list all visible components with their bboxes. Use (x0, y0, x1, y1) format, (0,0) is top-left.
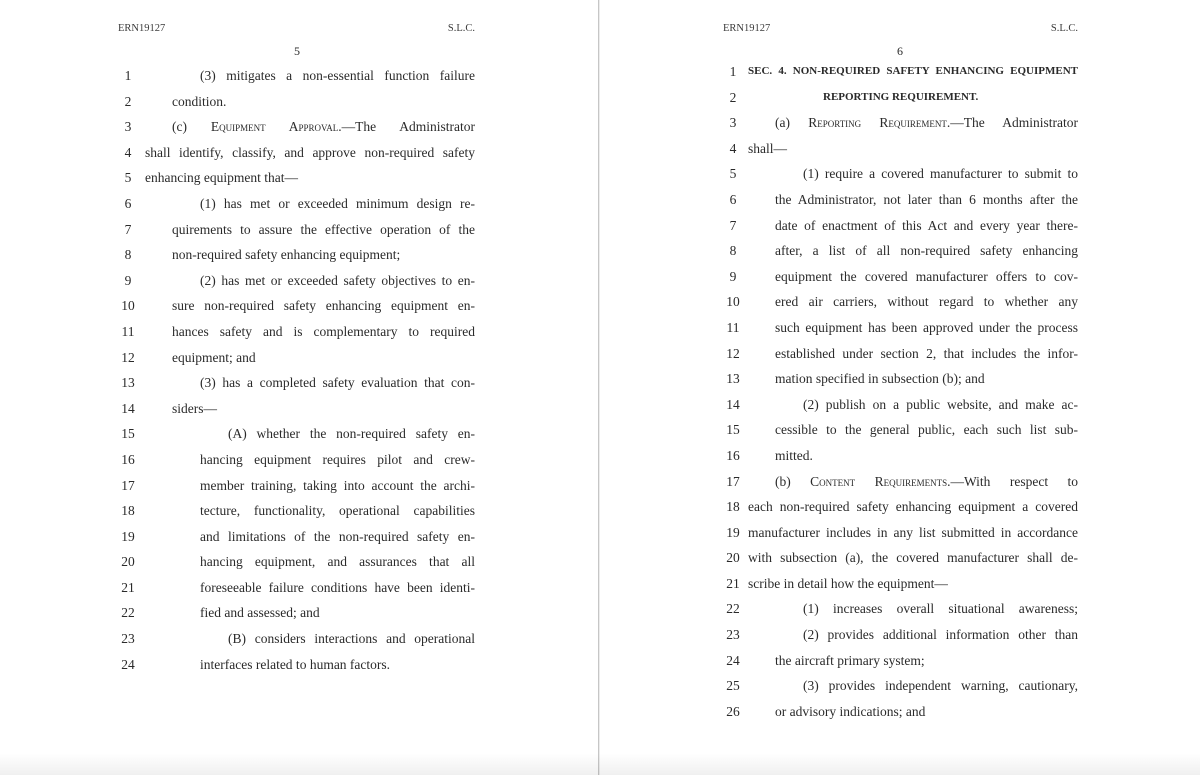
line-text: fied and assessed; and (200, 605, 320, 621)
bill-line (0, 191, 598, 217)
line-number: 4 (729, 140, 737, 156)
bill-line (0, 498, 598, 524)
line-number: 1 (729, 64, 737, 79)
line-number: 22 (121, 605, 135, 621)
line-text: member training, taking into account the archi- (200, 477, 475, 493)
bill-line (0, 114, 598, 140)
line-text: (1) increases overall situational awareness; (803, 601, 1078, 617)
bill-line (600, 545, 1200, 571)
line-number: 13 (121, 375, 135, 391)
line-number: 8 (729, 243, 737, 259)
bill-line (600, 85, 1200, 111)
line-text: sure non-required safety enhancing equipment en- (172, 298, 475, 314)
line-number: 7 (729, 217, 737, 233)
line-text (775, 110, 1078, 136)
line-text: ered air carriers, without regard to whether any (775, 294, 1078, 310)
line-text: interfaces related to human factors. (200, 656, 391, 672)
line-text: scribe in detail how the equipment— (748, 575, 948, 591)
line-number: 18 (726, 499, 740, 515)
line-text: equipment; and (172, 349, 256, 365)
line-number: 12 (726, 345, 740, 361)
line-number: 8 (124, 247, 132, 263)
line-text: such equipment has been approved under the process (775, 319, 1078, 335)
bill-line (600, 289, 1200, 315)
bill-line (600, 673, 1200, 699)
line-number: 16 (726, 447, 740, 463)
bill-line (0, 626, 598, 652)
page-number: 5 (294, 44, 300, 58)
line-text-continuation: .—With respect to (947, 473, 1078, 489)
line-text: and limitations of the non-required safety en- (200, 528, 475, 544)
bill-line (0, 268, 598, 294)
bill-line (600, 571, 1200, 597)
line-number: 1 (124, 68, 132, 83)
line-text (172, 114, 475, 140)
bill-line (600, 443, 1200, 469)
bill-line (0, 217, 598, 243)
line-text: (B) considers interactions and operational (228, 631, 475, 647)
line-text: established under section 2, that includes the infor- (775, 345, 1078, 361)
line-number: 20 (121, 554, 135, 570)
line-number: 12 (121, 349, 135, 365)
line-text: shall identify, classify, and approve non-required safety (145, 144, 475, 160)
bill-line (0, 396, 598, 422)
line-number: 19 (726, 524, 740, 540)
line-number: 11 (726, 319, 740, 335)
bill-line (600, 341, 1200, 367)
line-number: 9 (124, 272, 132, 288)
bill-line (600, 213, 1200, 239)
line-text: enhancing equipment that— (145, 170, 298, 186)
line-text: (A) whether the non-required safety en- (228, 426, 475, 442)
document-id: ERN19127 (118, 23, 166, 34)
line-text: shall— (748, 140, 787, 156)
bill-line (600, 136, 1200, 162)
line-number: 15 (726, 422, 740, 438)
subsection-designation: (c) (172, 119, 211, 135)
line-text: with subsection (a), the covered manufacturer shall de- (748, 550, 1078, 566)
bill-line (0, 89, 598, 115)
line-number: 11 (121, 323, 135, 339)
line-number: 9 (729, 268, 737, 284)
line-number: 7 (124, 221, 132, 237)
line-list (0, 63, 598, 677)
bill-line (600, 392, 1200, 418)
bill-line (0, 319, 598, 345)
line-number: 13 (726, 371, 740, 387)
bill-line (600, 366, 1200, 392)
line-text: (2) provides additional information other than (803, 627, 1078, 643)
line-number: 17 (121, 477, 135, 493)
line-text: quirements to assure the effective operation of the (172, 221, 475, 237)
bill-line (600, 110, 1200, 136)
bill-line (0, 575, 598, 601)
line-number: 2 (729, 89, 737, 105)
document-id: ERN19127 (723, 23, 771, 34)
line-number: 15 (121, 426, 135, 442)
bill-line (600, 59, 1200, 85)
bill-line (0, 652, 598, 678)
bill-line (600, 520, 1200, 546)
line-text (775, 469, 1078, 495)
line-number: 3 (729, 115, 737, 131)
line-text: (1) require a covered manufacturer to submit to (803, 166, 1078, 182)
right-page (600, 0, 1200, 775)
bill-line (0, 242, 598, 268)
line-text-continuation: .—The Administrator (946, 115, 1079, 131)
line-text-continuation: .—The Administrator (338, 119, 476, 135)
line-text: siders— (172, 400, 217, 416)
line-number: 2 (124, 93, 132, 109)
line-number: 23 (726, 627, 740, 643)
line-text: tecture, functionality, operational capabilities (200, 503, 475, 519)
bill-line (600, 187, 1200, 213)
bill-line (600, 469, 1200, 495)
line-number: 21 (121, 579, 135, 595)
line-number: 6 (124, 195, 132, 211)
bill-line (600, 417, 1200, 443)
line-text: manufacturer includes in any list submitted in accordance (748, 524, 1078, 540)
bill-line (0, 140, 598, 166)
line-text: hancing equipment requires pilot and crew- (200, 451, 475, 467)
section-heading-continuation: REPORTING REQUIREMENT. (823, 90, 979, 103)
bill-line (600, 648, 1200, 674)
line-text: the aircraft primary system; (775, 652, 925, 668)
line-text: (2) publish on a public website, and make ac- (803, 396, 1078, 412)
line-text: or advisory indications; and (775, 703, 926, 719)
left-page (0, 0, 598, 775)
line-number: 5 (729, 166, 737, 182)
line-text: after, a list of all non-required safety enhancing (775, 243, 1078, 259)
line-number: 19 (121, 528, 135, 544)
bill-line (0, 345, 598, 371)
line-text: mitted. (775, 447, 813, 463)
line-number: 4 (124, 144, 132, 160)
line-text: cessible to the general public, each such list sub- (775, 422, 1078, 438)
bill-line (0, 421, 598, 447)
bill-line (600, 264, 1200, 290)
line-text: equipment the covered manufacturer offers to cov- (775, 268, 1078, 284)
line-number: 26 (726, 703, 740, 719)
bill-line (600, 622, 1200, 648)
subsection-heading: Equipment Approval (210, 119, 339, 135)
line-number: 10 (121, 298, 135, 314)
line-number: 5 (124, 170, 132, 186)
bill-line (0, 63, 598, 89)
bill-line (600, 238, 1200, 264)
bill-line (0, 293, 598, 319)
bill-line (0, 600, 598, 626)
line-number: 10 (726, 294, 740, 310)
line-number: 14 (121, 400, 135, 416)
bill-line (0, 473, 598, 499)
line-text: non-required safety enhancing equipment; (172, 247, 401, 263)
line-number: 16 (121, 451, 135, 467)
line-number: 21 (726, 575, 740, 591)
subsection-designation: (a) (775, 115, 809, 131)
line-number: 22 (726, 601, 740, 617)
line-text: the Administrator, not later than 6 months after the (775, 191, 1078, 207)
bill-line (600, 494, 1200, 520)
line-number: 3 (124, 119, 132, 135)
subsection-heading: Content Requirements (810, 473, 948, 489)
office-code: S.L.C. (1050, 23, 1078, 34)
bill-line (600, 315, 1200, 341)
line-number: 25 (726, 678, 740, 694)
bottom-shadow (0, 753, 1200, 775)
line-text: (3) mitigates a non-essential function failure (200, 68, 475, 83)
bill-line (0, 524, 598, 550)
bill-line (600, 161, 1200, 187)
subsection-designation: (b) (775, 473, 811, 489)
line-text: hances safety and is complementary to required (172, 323, 475, 339)
line-text: (2) has met or exceeded safety objectives to en- (200, 272, 475, 288)
line-list (600, 59, 1200, 724)
bill-line (0, 370, 598, 396)
bill-line (0, 165, 598, 191)
line-text: (1) has met or exceeded minimum design re- (200, 195, 475, 211)
section-heading: SEC. 4. NON-REQUIRED SAFETY ENHANCING EQUIPMENT (748, 65, 1078, 77)
line-number: 14 (726, 396, 740, 412)
line-number: 6 (729, 191, 737, 207)
line-text: date of enactment of this Act and every year there- (775, 217, 1078, 233)
line-text: (3) has a completed safety evaluation that con- (200, 375, 475, 391)
line-text: hancing equipment, and assurances that all (200, 554, 475, 570)
line-number: 23 (121, 631, 135, 647)
bill-line (600, 699, 1200, 725)
bill-line (0, 447, 598, 473)
line-number: 24 (121, 656, 135, 672)
line-number: 24 (726, 652, 740, 668)
bill-line (600, 596, 1200, 622)
line-number: 17 (726, 473, 740, 489)
line-number: 18 (121, 503, 135, 519)
line-number: 20 (726, 550, 740, 566)
line-text: mation specified in subsection (b); and (775, 371, 985, 387)
page-number: 6 (897, 44, 903, 58)
line-text: each non-required safety enhancing equipment a covered (748, 499, 1078, 515)
office-code: S.L.C. (447, 23, 475, 34)
line-text: condition. (172, 93, 227, 109)
line-text: (3) provides independent warning, cautionary, (803, 678, 1078, 694)
subsection-heading: Reporting Requirement (808, 115, 947, 131)
line-text: foreseeable failure conditions have been identi- (200, 579, 475, 595)
bill-line (0, 549, 598, 575)
